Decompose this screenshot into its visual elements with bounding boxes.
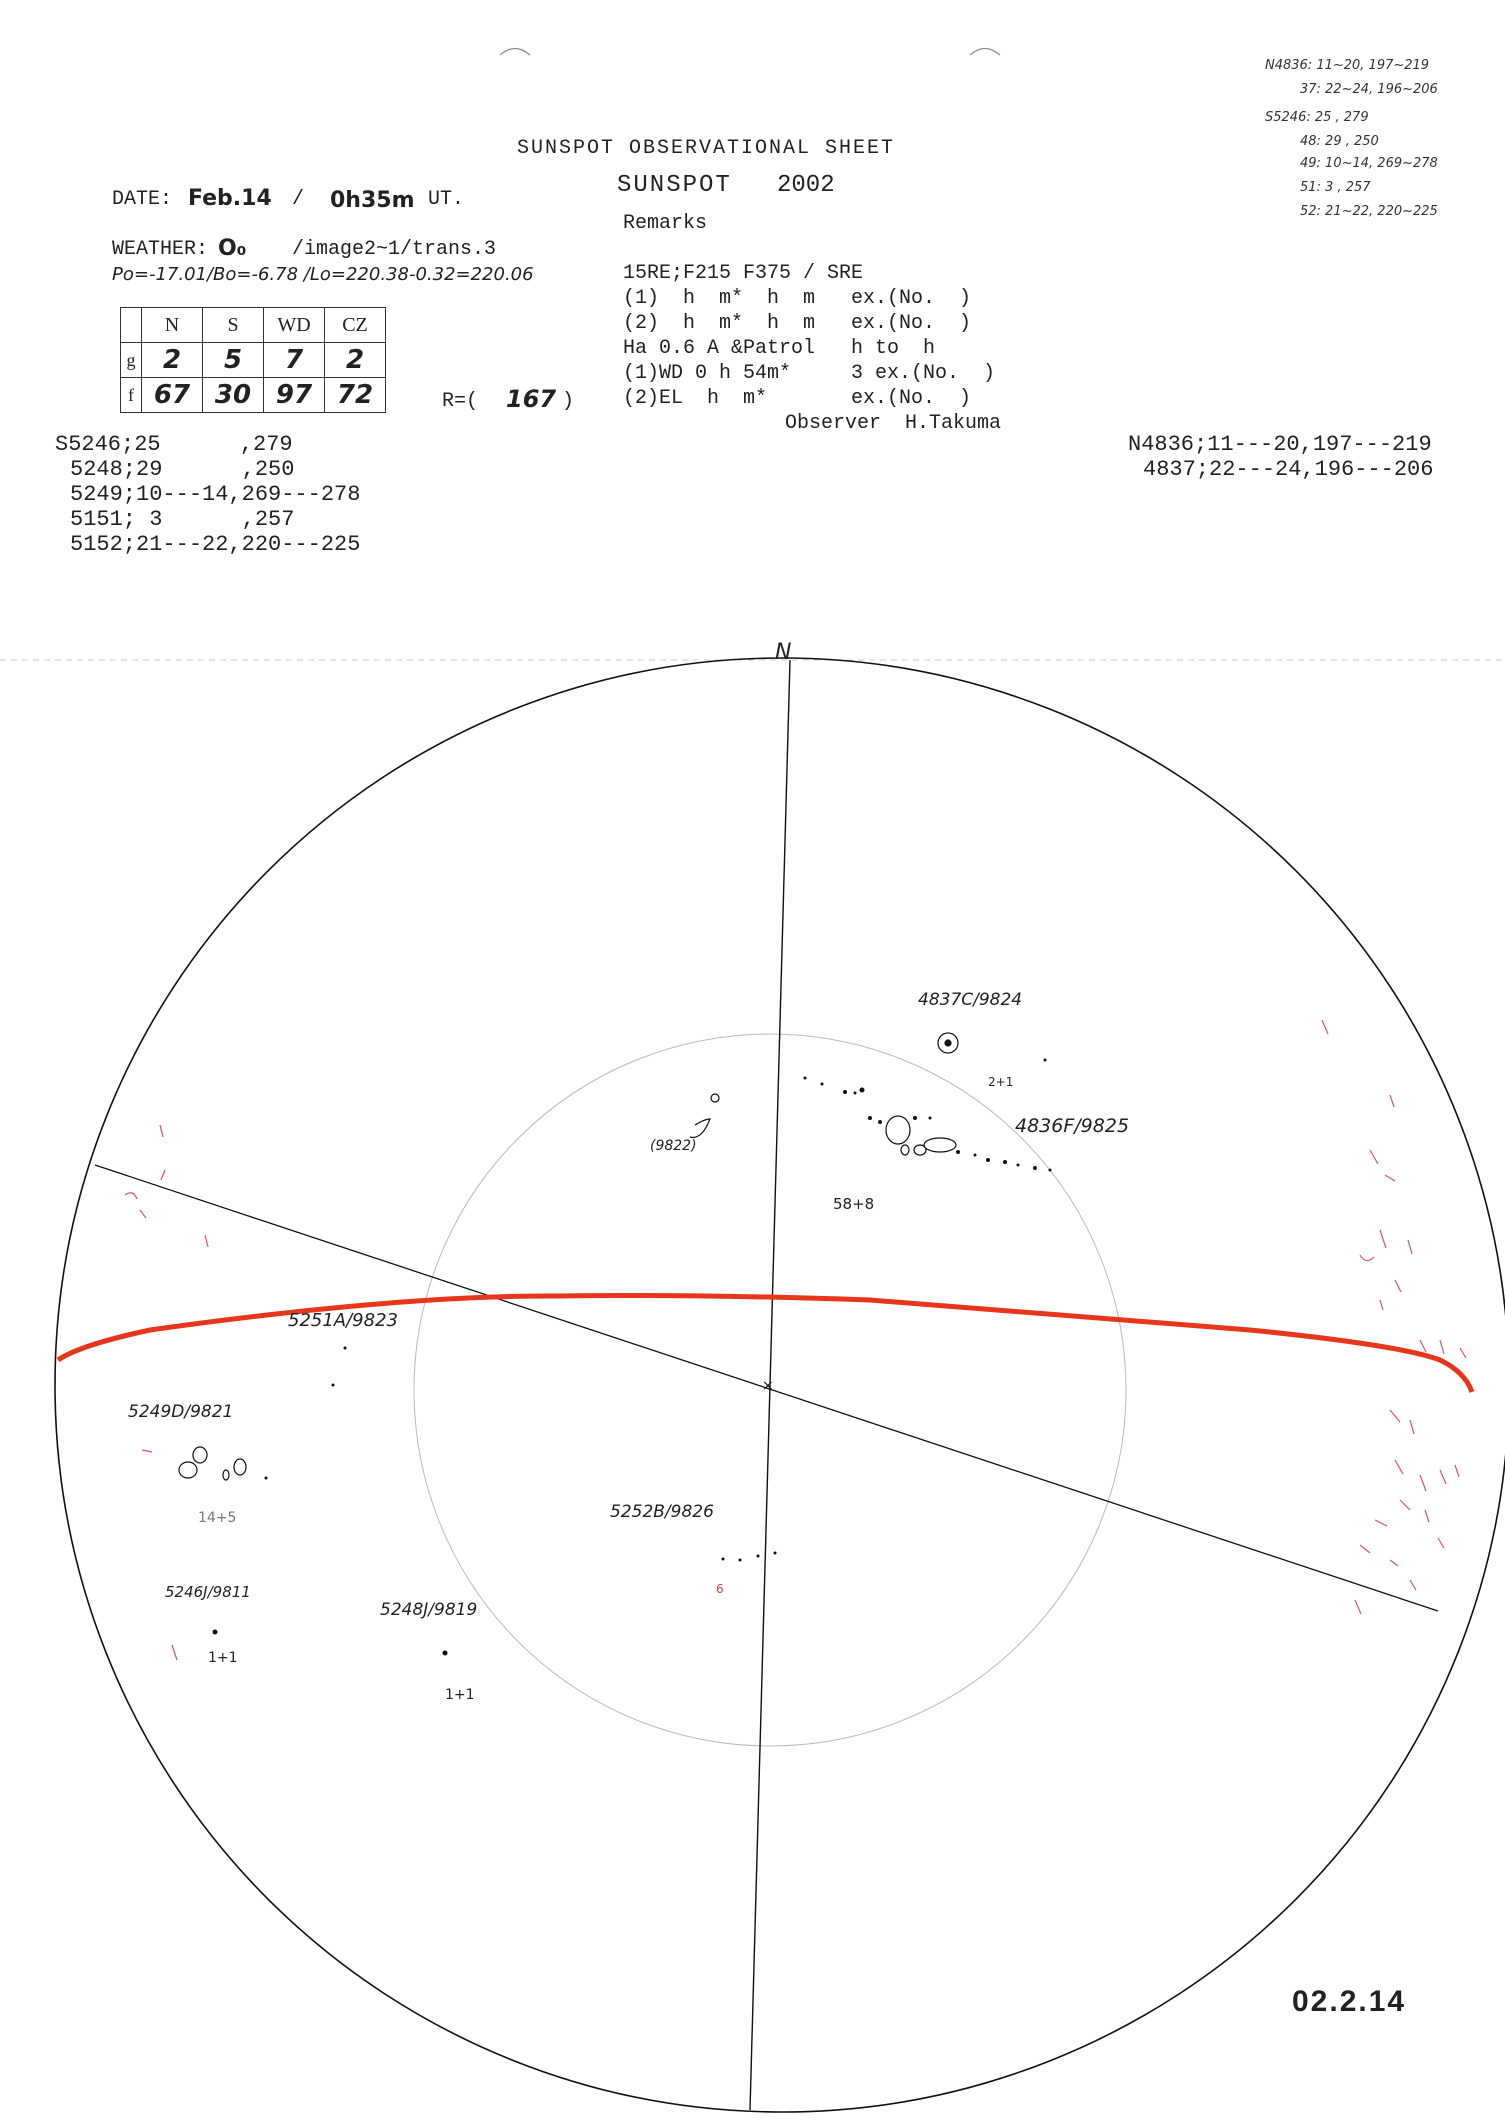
r-close: ) xyxy=(562,390,575,413)
spot-label-5252b: 5252B/9826 xyxy=(610,1502,714,1522)
solar-disk-outline xyxy=(55,658,1505,2112)
row-label-f: f xyxy=(121,378,142,413)
f-count-n: 67 xyxy=(142,378,203,413)
spot-label-4836f: 4836F/9825 xyxy=(1015,1115,1130,1137)
group-left-5: 5152;21---22,220---225 xyxy=(70,532,361,557)
spot-label-5251a: 5251A/9823 xyxy=(288,1310,398,1331)
date-separator: / xyxy=(292,188,305,211)
corner-note-2: 37: 22~24, 196~206 xyxy=(1300,82,1438,97)
punch-mark-right xyxy=(970,49,1000,56)
corner-note-1: N4836: 11~20, 197~219 xyxy=(1265,58,1430,73)
image-trans: /image2~1/trans.3 xyxy=(292,238,497,261)
column-header-wd: WD xyxy=(264,308,325,343)
group-right-1: N4836;11---20,197---219 xyxy=(1128,432,1432,457)
f-count-wd: 97 xyxy=(264,378,325,413)
group-right-2: 4837;22---24,196---206 xyxy=(1143,457,1434,482)
table-corner xyxy=(121,308,142,343)
po-bo-lo-line: Po=-17.01/Bo=-6.78 /Lo=220.38-0.32=220.06 xyxy=(112,264,534,285)
faculae-marks xyxy=(125,1020,1466,1660)
remarks-line-3: (2) h m* h m ex.(No. ) xyxy=(623,312,972,335)
group-left-4: 5151; 3 ,257 xyxy=(70,507,295,532)
group-left-1: S5246;25 ,279 xyxy=(55,432,293,457)
year-label: 2002 xyxy=(777,172,835,199)
spot-count-4836f: 58+8 xyxy=(833,1195,875,1213)
remarks-label: Remarks xyxy=(623,212,708,235)
date-stamp: 02.2.14 xyxy=(1292,1985,1407,2018)
remarks-line-1: 15RE;F215 F375 / SRE xyxy=(623,262,864,285)
spot-count-5249d: 14+5 xyxy=(198,1510,237,1526)
corner-note-7: 52: 21~22, 220~225 xyxy=(1300,204,1438,219)
g-count-s: 5 xyxy=(203,343,264,378)
column-header-s: S xyxy=(203,308,264,343)
date-label: DATE: xyxy=(112,188,173,211)
spot-count-5252b: 6 xyxy=(716,1582,724,1596)
corner-note-5: 49: 10~14, 269~278 xyxy=(1300,156,1438,171)
weather-value: O₀ xyxy=(218,236,247,261)
time-value: 0h35m xyxy=(330,188,415,213)
r-value: 167 xyxy=(506,385,557,413)
spot-count-4837c: 2+1 xyxy=(988,1075,1014,1089)
row-label-g: g xyxy=(121,343,142,378)
spot-label-4837c: 4837C/9824 xyxy=(918,990,1023,1010)
spot-label-5248j: 5248J/9819 xyxy=(380,1600,478,1620)
remarks-line-4: Ha 0.6 A &Patrol h to h xyxy=(623,337,936,360)
corner-note-4: 48: 29 , 250 xyxy=(1300,134,1379,149)
spot-count-5246j: 1+1 xyxy=(208,1650,238,1666)
remarks-line-5: (1)WD 0 h 54m* 3 ex.(No. ) xyxy=(623,362,996,385)
weather-label: WEATHER: xyxy=(112,238,209,261)
f-count-s: 30 xyxy=(203,378,264,413)
spot-label-5249d: 5249D/9821 xyxy=(128,1402,234,1422)
spot-count-5248j: 1+1 xyxy=(445,1687,475,1703)
g-count-n: 2 xyxy=(142,343,203,378)
f-count-cz: 72 xyxy=(325,378,386,413)
sunspot-label: SUNSPOT xyxy=(617,172,732,199)
spot-label-9822: (9822) xyxy=(650,1138,697,1154)
observer-line: Observer H.Takuma xyxy=(785,412,1002,435)
group-count-table xyxy=(120,307,386,413)
north-label: N xyxy=(775,640,792,665)
remarks-line-6: (2)EL h m* ex.(No. ) xyxy=(623,387,972,410)
punch-mark-left xyxy=(500,49,530,56)
group-left-3: 5249;10---14,269---278 xyxy=(70,482,361,507)
group-left-2: 5248;29 ,250 xyxy=(70,457,295,482)
column-header-n: N xyxy=(142,308,203,343)
column-header-cz: CZ xyxy=(325,308,386,343)
center-cross: × xyxy=(762,1378,774,1394)
corner-note-3: S5246: 25 , 279 xyxy=(1265,110,1369,125)
g-count-cz: 2 xyxy=(325,343,386,378)
r-label: R=( xyxy=(442,390,479,413)
g-count-wd: 7 xyxy=(264,343,325,378)
date-value: Feb.14 xyxy=(188,186,272,211)
remarks-line-2: (1) h m* h m ex.(No. ) xyxy=(623,287,972,310)
sheet-title: SUNSPOT OBSERVATIONAL SHEET xyxy=(517,137,896,160)
time-unit: UT. xyxy=(428,188,465,211)
spot-label-5246j: 5246J/9811 xyxy=(165,1583,251,1601)
corner-note-6: 51: 3 , 257 xyxy=(1300,180,1371,195)
